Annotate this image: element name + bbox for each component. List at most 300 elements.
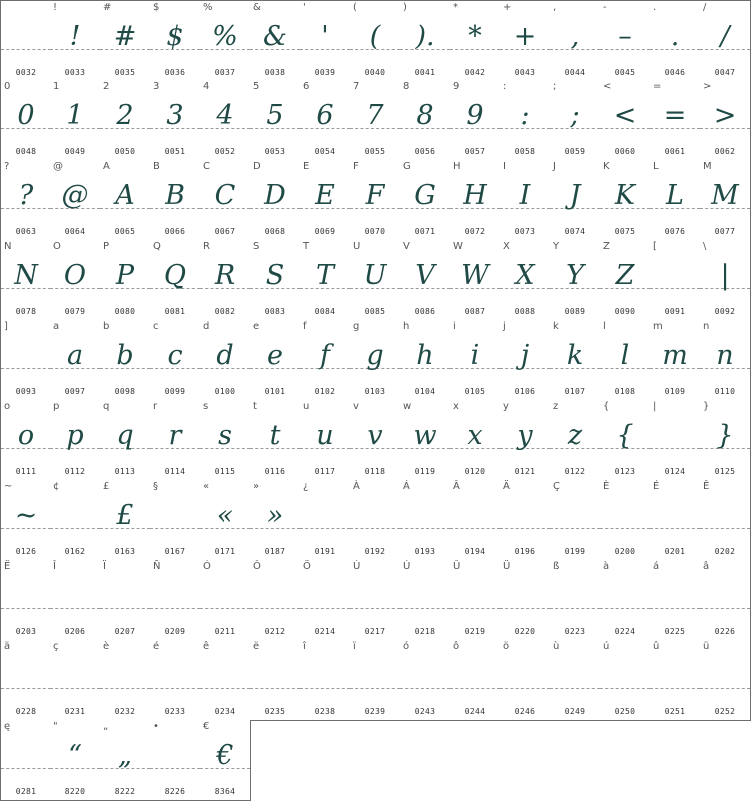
glyph-code: 0093 (15, 387, 37, 396)
glyph-label: < (603, 81, 612, 92)
glyph-label: i (453, 321, 456, 332)
glyph-cell-0080 (100, 240, 151, 321)
glyph-code: 0121 (514, 467, 536, 476)
glyph-sample: h (416, 340, 434, 371)
glyph-code: 0117 (314, 467, 336, 476)
glyph-code: 0111 (15, 467, 37, 476)
glyph-label: O (53, 241, 61, 252)
glyph-label: Ï (103, 561, 106, 572)
glyph-sample: J (569, 180, 581, 211)
glyph-cell-0056 (400, 80, 451, 161)
glyph-cell-0061 (650, 80, 701, 161)
glyph-sample: = (663, 100, 687, 131)
glyph-cell-0057 (450, 80, 501, 161)
glyph-code: 8364 (214, 787, 236, 796)
glyph-sample: 8 (416, 100, 434, 131)
glyph-cell-0223 (550, 560, 601, 641)
glyph-cell-0092 (700, 240, 751, 321)
glyph-code: 0056 (414, 147, 436, 156)
glyph-cell-0093 (0, 320, 52, 401)
glyph-sample (1, 336, 51, 376)
glyph-cell-0228 (0, 640, 52, 721)
glyph-label: g (353, 321, 360, 332)
glyph-sample: N (14, 260, 38, 291)
glyph-code: 0232 (114, 707, 136, 716)
glyph-code: 0116 (264, 467, 286, 476)
glyph-cell-0106 (500, 320, 551, 401)
glyph-cell-0077 (700, 160, 751, 241)
glyph-code: 0076 (664, 227, 686, 236)
glyph-cell-0040 (350, 0, 401, 82)
glyph-cell-0115 (200, 400, 251, 481)
glyph-label: e (253, 321, 260, 332)
glyph-code: 0110 (714, 387, 736, 396)
glyph-code: 0040 (364, 68, 386, 77)
glyph-label: ? (4, 161, 10, 172)
glyph-sample: c (167, 340, 183, 371)
glyph-cell-0053 (250, 80, 301, 161)
glyph-code: 0200 (614, 547, 636, 556)
glyph-label: v (353, 401, 359, 412)
glyph-label: M (703, 161, 712, 172)
glyph-cell-0114 (150, 400, 201, 481)
glyph-cell-0098 (100, 320, 151, 401)
glyph-sample: d (216, 340, 234, 371)
glyph-cell-0044 (550, 0, 601, 82)
glyph-code: 0082 (214, 307, 236, 316)
glyph-code: 0099 (164, 387, 186, 396)
glyph-label: S (253, 241, 260, 252)
glyph-code: 0162 (64, 547, 86, 556)
glyph-sample: E (315, 180, 335, 211)
glyph-code: 0053 (264, 147, 286, 156)
glyph-sample: u (316, 420, 334, 451)
glyph-sample (300, 656, 350, 696)
glyph-code: 0225 (664, 627, 686, 636)
glyph-label: 4 (203, 81, 210, 92)
glyph-code: 0115 (214, 467, 236, 476)
glyph-code: 0085 (364, 307, 386, 316)
glyph-sample: $ (166, 21, 184, 52)
glyph-label: ê (203, 641, 210, 652)
glyph-sample: R (214, 260, 236, 291)
glyph-label: Â (453, 481, 460, 492)
glyph-sample (600, 576, 650, 616)
glyph-sample: K (614, 180, 636, 211)
glyph-sample: > (713, 100, 737, 131)
glyph-code: 0223 (564, 627, 586, 636)
glyph-code: 0220 (514, 627, 536, 636)
glyph-cell-0083 (250, 240, 301, 321)
glyph-sample (550, 656, 600, 696)
glyph-code: 0051 (164, 147, 186, 156)
glyph-sample: n (716, 340, 734, 371)
glyph-sample: q (116, 420, 134, 451)
glyph-cell-0192 (350, 480, 401, 561)
glyph-cell-0124 (650, 400, 701, 481)
glyph-sample (450, 656, 500, 696)
glyph-sample: S (265, 260, 285, 291)
glyph-cell-0211 (200, 560, 251, 641)
glyph-code: 0246 (514, 707, 536, 716)
glyph-sample (700, 656, 750, 696)
glyph-sample: ' (321, 21, 329, 52)
glyph-cell-0122 (550, 400, 601, 481)
glyph-cell-0108 (600, 320, 651, 401)
glyph-code: 0055 (364, 147, 386, 156)
glyph-cell-0063 (0, 160, 52, 241)
glyph-code: 0201 (664, 547, 686, 556)
glyph-sample: / (720, 21, 730, 52)
glyph-code: 0047 (714, 68, 736, 77)
glyph-label: ü (703, 641, 710, 652)
glyph-code: 0036 (164, 68, 186, 77)
glyph-cell-8364 (200, 720, 251, 801)
glyph-cell-0046 (650, 0, 701, 82)
glyph-cell-0086 (400, 240, 451, 321)
glyph-code: 0035 (114, 68, 136, 77)
glyph-code: 0075 (614, 227, 636, 236)
glyph-sample: B (165, 180, 185, 211)
glyph-code: 0068 (264, 227, 286, 236)
glyph-label: E (303, 161, 310, 172)
glyph-sample: 4 (216, 100, 234, 131)
glyph-label: ö (503, 641, 510, 652)
glyph-code: 8220 (64, 787, 86, 796)
glyph-sample: I (519, 180, 531, 211)
glyph-label: I (503, 161, 506, 172)
glyph-code: 0209 (164, 627, 186, 636)
glyph-code: 0050 (114, 147, 136, 156)
glyph-cell-0250 (600, 640, 651, 721)
glyph-label: ( (353, 2, 357, 13)
glyph-label: á (653, 561, 660, 572)
glyph-label: n (703, 321, 710, 332)
glyph-sample: , (570, 21, 580, 52)
glyph-label: l (603, 321, 606, 332)
glyph-code: 0105 (464, 387, 486, 396)
glyph-cell-0212 (250, 560, 301, 641)
glyph-cell-0059 (550, 80, 601, 161)
glyph-code: 0244 (464, 707, 486, 716)
glyph-cell-0167 (150, 480, 201, 561)
glyph-label: Î (53, 561, 56, 572)
glyph-sample: l (620, 340, 630, 371)
glyph-sample: v (367, 420, 383, 451)
glyph-sample: . (670, 21, 680, 52)
glyph-cell-0233 (150, 640, 201, 721)
glyph-sample (150, 576, 200, 616)
glyph-cell-0045 (600, 0, 651, 82)
glyph-code: 0043 (514, 68, 536, 77)
glyph-sample (700, 496, 750, 536)
glyph-code: 0249 (564, 707, 586, 716)
glyph-label: k (553, 321, 559, 332)
glyph-sample: & (262, 21, 288, 52)
glyph-label: à (603, 561, 610, 572)
glyph-code: 0058 (514, 147, 536, 156)
glyph-cell-0249 (550, 640, 601, 721)
glyph-sample: – (618, 21, 632, 52)
glyph-label: a (53, 321, 60, 332)
glyph-code: 0102 (314, 387, 336, 396)
glyph-sample: Z (615, 260, 635, 291)
glyph-cell-0120 (450, 400, 501, 481)
glyph-label: 0 (4, 81, 11, 92)
glyph-sample: 7 (366, 100, 384, 131)
glyph-cell-0219 (450, 560, 501, 641)
glyph-label: û (653, 641, 660, 652)
glyph-cell-0090 (600, 240, 651, 321)
glyph-cell-0202 (700, 480, 751, 561)
glyph-sample (300, 576, 350, 616)
glyph-label: ! (53, 2, 58, 13)
glyph-sample (650, 256, 700, 296)
glyph-code: 0228 (15, 707, 37, 716)
glyph-cell-0214 (300, 560, 351, 641)
glyph-cell-0101 (250, 320, 301, 401)
glyph-cell-0234 (200, 640, 251, 721)
glyph-code: 0069 (314, 227, 336, 236)
glyph-cell-0251 (650, 640, 701, 721)
glyph-label: K (603, 161, 610, 172)
glyph-cell-0102 (300, 320, 351, 401)
glyph-cell-0103 (350, 320, 401, 401)
glyph-label: p (53, 401, 60, 412)
glyph-label: A (103, 161, 110, 172)
glyph-code: 0087 (464, 307, 486, 316)
glyph-cell-0033 (50, 0, 101, 82)
glyph-code: 0231 (64, 707, 86, 716)
glyph-label: T (303, 241, 310, 252)
glyph-code: 0077 (714, 227, 736, 236)
glyph-sample (650, 656, 700, 696)
glyph-label: ] (4, 321, 8, 332)
glyph-sample: + (513, 21, 537, 52)
glyph-sample: b (116, 340, 134, 371)
glyph-label: ç (53, 641, 59, 652)
glyph-sample: ). (415, 21, 435, 52)
glyph-cell-0071 (400, 160, 451, 241)
glyph-label: u (303, 401, 310, 412)
glyph-cell-0038 (250, 0, 301, 82)
glyph-label: * (453, 2, 458, 13)
glyph-label: D (253, 161, 261, 172)
glyph-cell-0112 (50, 400, 101, 481)
glyph-cell-0231 (50, 640, 101, 721)
glyph-sample: r (168, 420, 182, 451)
glyph-code: 0101 (264, 387, 286, 396)
glyph-label: ¢ (53, 481, 60, 492)
glyph-cell-0089 (550, 240, 601, 321)
glyph-sample: 9 (466, 100, 484, 131)
glyph-cell-0218 (400, 560, 451, 641)
glyph-label: s (203, 401, 209, 412)
glyph-label: 5 (253, 81, 260, 92)
glyph-code: 0098 (114, 387, 136, 396)
glyph-label: y (503, 401, 509, 412)
glyph-code: 0239 (364, 707, 386, 716)
glyph-code: 0091 (664, 307, 686, 316)
glyph-cell-0121 (500, 400, 551, 481)
glyph-cell-8222 (100, 720, 151, 801)
glyph-sample: » (266, 500, 284, 531)
glyph-cell-0123 (600, 400, 651, 481)
glyph-cell-0244 (450, 640, 501, 721)
glyph-cell-0082 (200, 240, 251, 321)
glyph-code: 0067 (214, 227, 236, 236)
glyph-code: 0235 (264, 707, 286, 716)
glyph-sample: Q (163, 260, 187, 291)
glyph-sample: o (17, 420, 35, 451)
glyph-sample (700, 576, 750, 616)
glyph-sample: # (113, 21, 137, 52)
glyph-cell-0104 (400, 320, 451, 401)
glyph-label: ' (303, 2, 306, 13)
glyph-cell-0084 (300, 240, 351, 321)
glyph-code: 0064 (64, 227, 86, 236)
glyph-label: " (53, 721, 58, 732)
glyph-sample: e (267, 340, 283, 371)
glyph-sample: : (520, 100, 530, 131)
glyph-sample (100, 656, 150, 696)
glyph-sample (650, 496, 700, 536)
glyph-sample: € (216, 740, 234, 771)
glyph-sample (150, 736, 200, 776)
glyph-sample: m (662, 340, 688, 371)
glyph-code: 0224 (614, 627, 636, 636)
glyph-code: 0037 (214, 68, 236, 77)
glyph-sample (250, 576, 300, 616)
glyph-code: 0171 (214, 547, 236, 556)
glyph-code: 0061 (664, 147, 686, 156)
glyph-sample (400, 576, 450, 616)
glyph-sample: M (711, 180, 739, 211)
glyph-cell-0072 (450, 160, 501, 241)
glyph-code: 8222 (114, 787, 136, 796)
glyph-label: Z (603, 241, 610, 252)
glyph-sample (500, 656, 550, 696)
glyph-sample (150, 656, 200, 696)
glyph-sample (200, 576, 250, 616)
glyph-label: Ç (553, 481, 560, 492)
glyph-label: ï (353, 641, 356, 652)
glyph-label: @ (53, 161, 63, 172)
glyph-cell-0119 (400, 400, 451, 481)
glyph-sample: } (716, 420, 734, 451)
glyph-cell-0081 (150, 240, 201, 321)
glyph-label: ù (553, 641, 560, 652)
glyph-label: V (403, 241, 410, 252)
glyph-cell-0060 (600, 80, 651, 161)
glyph-cell-0035 (100, 0, 151, 82)
glyph-code: 0060 (614, 147, 636, 156)
glyph-code: 0233 (164, 707, 186, 716)
glyph-code: 0104 (414, 387, 436, 396)
glyph-code: 0046 (664, 68, 686, 77)
glyph-label: è (103, 641, 110, 652)
glyph-sample: < (613, 100, 637, 131)
glyph-label: H (453, 161, 461, 172)
glyph-code: 0250 (614, 707, 636, 716)
glyph-code: 0062 (714, 147, 736, 156)
glyph-code: 0038 (264, 68, 286, 77)
glyph-code: 0039 (314, 68, 336, 77)
glyph-label: - (603, 2, 607, 13)
glyph-sample: ! (69, 21, 81, 52)
glyph-sample (1, 656, 51, 696)
glyph-cell-0037 (200, 0, 251, 82)
glyph-sample: D (264, 180, 286, 211)
glyph-label: • (153, 721, 159, 732)
glyph-sample: | (720, 260, 730, 291)
glyph-cell-0203 (0, 560, 52, 641)
glyph-label: q (103, 401, 110, 412)
glyph-label: Û (453, 561, 461, 572)
glyph-label: Ó (203, 561, 211, 572)
glyph-label: + (503, 2, 512, 13)
glyph-sample: X (515, 260, 535, 291)
glyph-cell-0116 (250, 400, 301, 481)
glyph-code: 0187 (264, 547, 286, 556)
glyph-sample: H (463, 180, 487, 211)
glyph-sample: w (413, 420, 437, 451)
glyph-code: 0042 (464, 68, 486, 77)
glyph-label: ß (553, 561, 560, 572)
glyph-label: d (203, 321, 210, 332)
glyph-sample: £ (116, 500, 134, 531)
glyph-cell-0048 (0, 80, 52, 161)
glyph-code: 0074 (564, 227, 586, 236)
glyph-cell-0088 (500, 240, 551, 321)
glyph-cell-0050 (100, 80, 151, 161)
glyph-sample: T (315, 260, 334, 291)
glyph-code: 0214 (314, 627, 336, 636)
glyph-label: L (653, 161, 659, 172)
glyph-cell-0079 (50, 240, 101, 321)
glyph-sample (50, 576, 100, 616)
glyph-cell-0193 (400, 480, 451, 561)
glyph-cell-0243 (400, 640, 451, 721)
glyph-label: B (153, 161, 160, 172)
glyph-code: 0066 (164, 227, 186, 236)
glyph-label: C (203, 161, 210, 172)
glyph-cell-0187 (250, 480, 301, 561)
glyph-cell-0043 (500, 0, 551, 82)
glyph-sample: P (115, 260, 135, 291)
glyph-cell-0209 (150, 560, 201, 641)
glyph-sample: p (66, 420, 84, 451)
glyph-sample: “ (68, 740, 82, 771)
glyph-label: Ñ (153, 561, 161, 572)
glyph-label: j (503, 321, 506, 332)
glyph-label: | (653, 401, 657, 412)
glyph-code: 0049 (64, 147, 86, 156)
glyph-cell-8220 (50, 720, 101, 801)
glyph-code: 0081 (164, 307, 186, 316)
glyph-label: é (153, 641, 160, 652)
glyph-sample (50, 496, 100, 536)
glyph-label: G (403, 161, 411, 172)
glyph-cell-0225 (650, 560, 701, 641)
glyph-cell-0252 (700, 640, 751, 721)
glyph-cell-0078 (0, 240, 52, 321)
glyph-code: 0063 (15, 227, 37, 236)
glyph-sample: 1 (66, 100, 84, 131)
glyph-label: Q (153, 241, 161, 252)
glyph-label: : (503, 81, 507, 92)
glyph-code: 0217 (364, 627, 386, 636)
